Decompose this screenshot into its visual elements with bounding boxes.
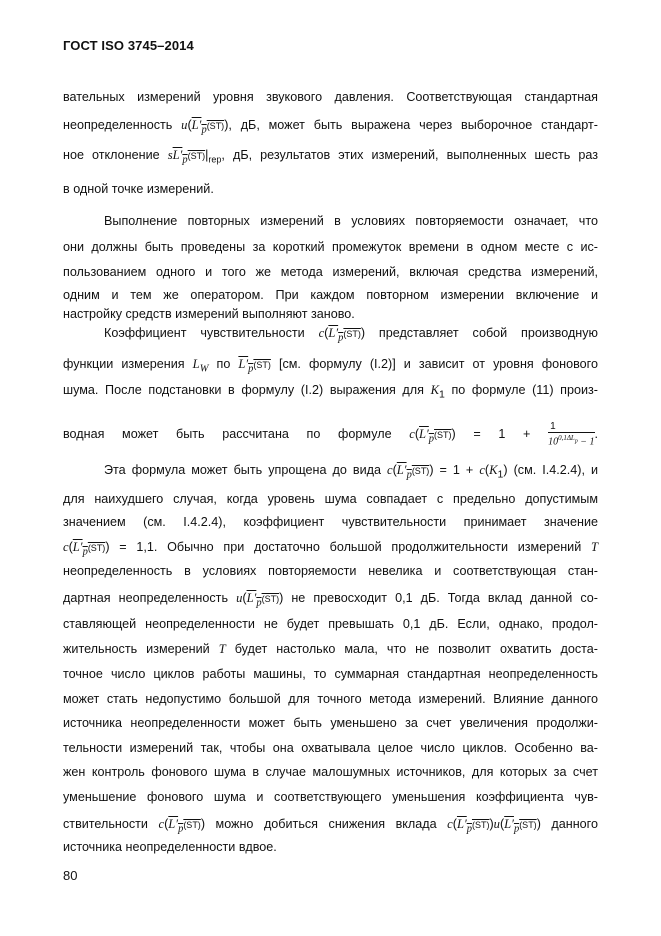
text-line: ставляющей неопределенности не будет превышать 0,1 дБ. Если, однако, продол- — [63, 617, 598, 631]
text-line: $c(L'_p(ST)) = 1,1$. Обычно при достаточно большой продолжительности измерений T — [63, 540, 598, 558]
text-line: шума. После подстановки в формулу (I.2) выражения для $K_1$ по формуле (11) произ- — [63, 383, 598, 401]
text-line: жительность измерений T будет настолько мала, что не позволит охватить доста- — [63, 642, 599, 656]
text-line: функции измерения $L_W$ по $L'_p(ST)$ [см. формулу (I.2)] и зависит от уровня фонового — [63, 357, 598, 375]
text-line: Выполнение повторных измерений в условиях повторяемости означает, что — [104, 214, 598, 228]
text-line: одним и тем же оператором. При каждом повторном измерении включение и — [63, 288, 598, 302]
text-line: Коэффициент чувствительности $c(L'_p(ST))$ представляет собой производную — [104, 326, 598, 344]
text-line: точное число циклов работы машины, то суммарная стандартная неопределенность — [63, 667, 598, 681]
text-line: тельности измерений так, чтобы она охватывала целое число циклов. Особенно ва- — [63, 741, 598, 755]
text-line: жен контроль фонового шума в случае малошумных источников, для которых за счет — [63, 765, 598, 779]
document-header: ГОСТ ISO 3745–2014 — [63, 38, 194, 53]
text-line: ное отклонение $sL'_p(ST)|_{rep}$, дБ, результатов этих измерений, выполненных шесть раз — [63, 148, 598, 166]
text-line: водная может быть рассчитана по формуле $c(L'_p(ST)) = 1$ + 1 $10^{0,1\Delta L_p} - 1$ . — [63, 421, 598, 448]
text-line: уменьшение фонового шума и соответствующего уменьшения коэффициента чув- — [63, 790, 598, 804]
text-line: значением (см. I.4.2.4), коэффициент чувствительности принимает значение — [63, 515, 598, 529]
text-line: они должны быть проведены за короткий промежуток времени в одном месте с ис- — [63, 240, 598, 254]
text-line: источника неопределенности вдвое. — [63, 840, 277, 854]
page-number: 80 — [63, 868, 78, 883]
text-line: источника неопределенности может быть уменьшено за счет увеличения продолжи- — [63, 716, 598, 730]
text-line: настройку средств измерений выполняют заново. — [63, 307, 355, 321]
text-line: Эта формула может быть упрощена до вида $c(L'_p(ST)) = 1 + c(K_1)$ (см. I.4.2.4), и — [104, 463, 598, 481]
text-line: вательных измерений уровня звукового давления. Соответствующая стандартная — [63, 90, 598, 104]
text-line: для наихудшего случая, когда уровень шума совпадает с предельно допустимым — [63, 492, 598, 506]
text-line: пользованием одного и того же метода измерений, включая средства измерений, — [63, 265, 598, 279]
text-line: ствительности $c(L'_p(ST))$ можно добиться снижения вклада $c(L'_p(ST))u(L'_p(ST))$ данного — [63, 817, 598, 835]
text-line: дартная неопределенность $u(L'_p(ST))$ не превосходит 0,1 дБ. Тогда вклад данной со- — [63, 591, 598, 609]
text-line: неопределенность в условиях повторяемости невелика и соответствующая стан- — [63, 564, 598, 578]
text-line: может стать недопустимо большой для точного метода измерений. Влияние данного — [63, 692, 598, 706]
text-line: неопределенность $u(L'_p(ST))$, дБ, может быть выражена через выборочное стандарт- — [63, 118, 598, 136]
text-line: в одной точке измерений. — [63, 182, 214, 196]
